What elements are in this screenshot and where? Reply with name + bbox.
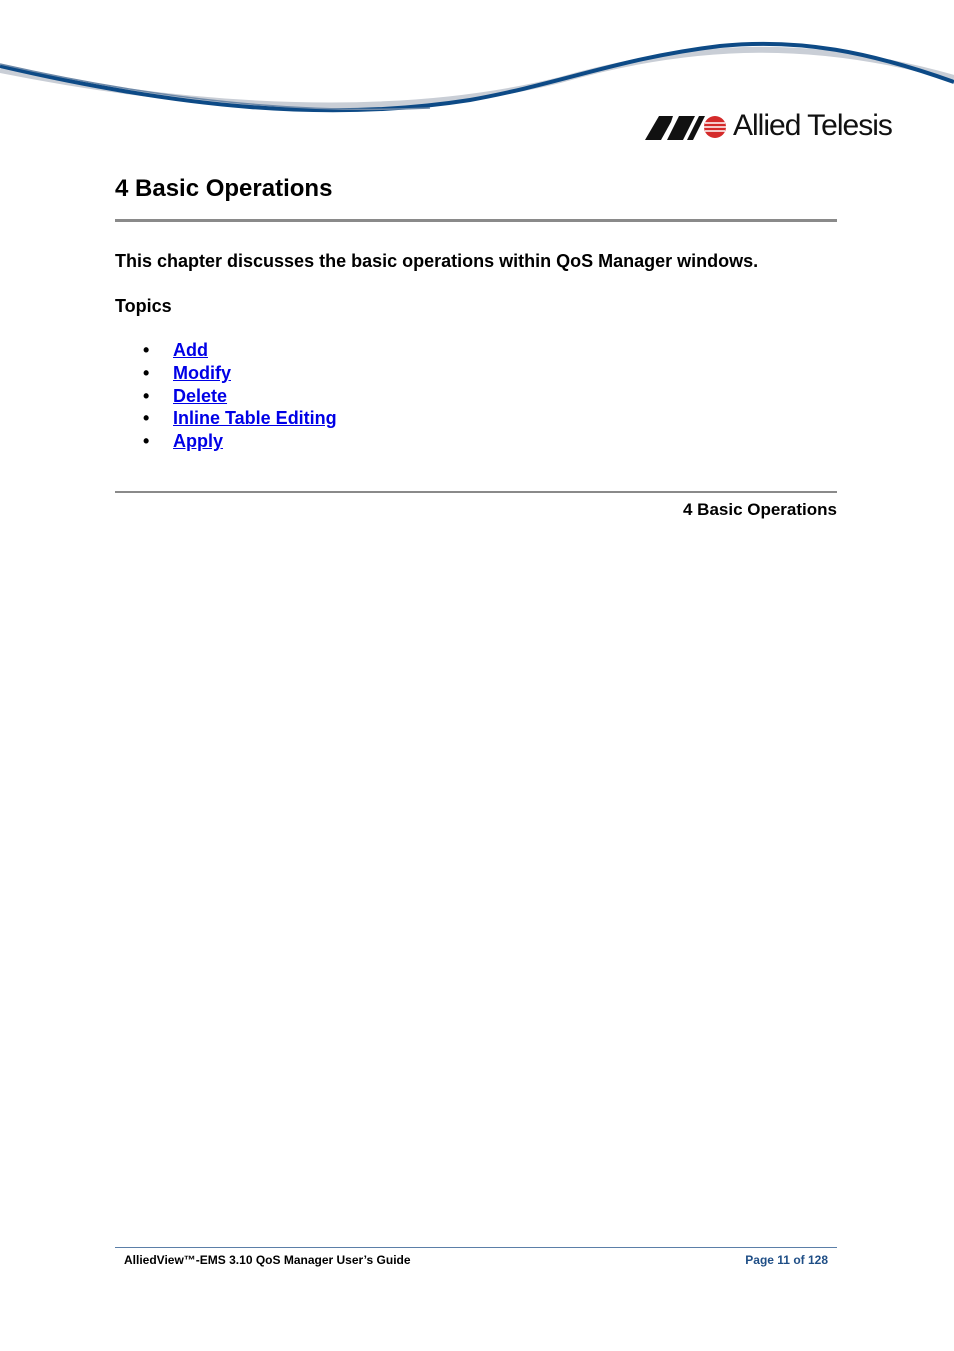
bullet-icon: • [143,362,150,383]
allied-telesis-logo [645,108,900,144]
bullet-icon: • [143,340,150,360]
logo-wordmark: Allied Telesis [733,109,892,142]
section-footer-title: 4 Basic Operations [682,500,837,519]
topic-link-apply[interactable]: Apply [173,431,224,451]
topic-link-inline-table-editing[interactable]: Inline Table Editing [173,408,337,429]
topic-link-modify[interactable]: Modify [173,362,231,383]
topic-link-add[interactable]: Add [173,340,208,360]
title-divider [115,219,837,222]
bullet-icon: • [143,431,150,451]
section-divider [115,491,837,493]
bullet-icon: • [143,385,150,406]
chapter-title: 4 Basic Operations [115,175,333,202]
topic-link-delete[interactable]: Delete [173,385,228,406]
footer-divider [115,1247,837,1248]
allied-telesis-logo-mark-icon [645,114,727,140]
bullet-icon: • [143,408,150,429]
footer-guide-title: AlliedView™-EMS 3.10 QoS Manager User’s Guide [124,1253,411,1267]
topics-heading: Topics [115,296,172,316]
chapter-intro: This chapter discusses the basic operations within QoS Manager windows. [115,251,759,271]
footer-page-number: Page 11 of 128 [745,1253,828,1267]
